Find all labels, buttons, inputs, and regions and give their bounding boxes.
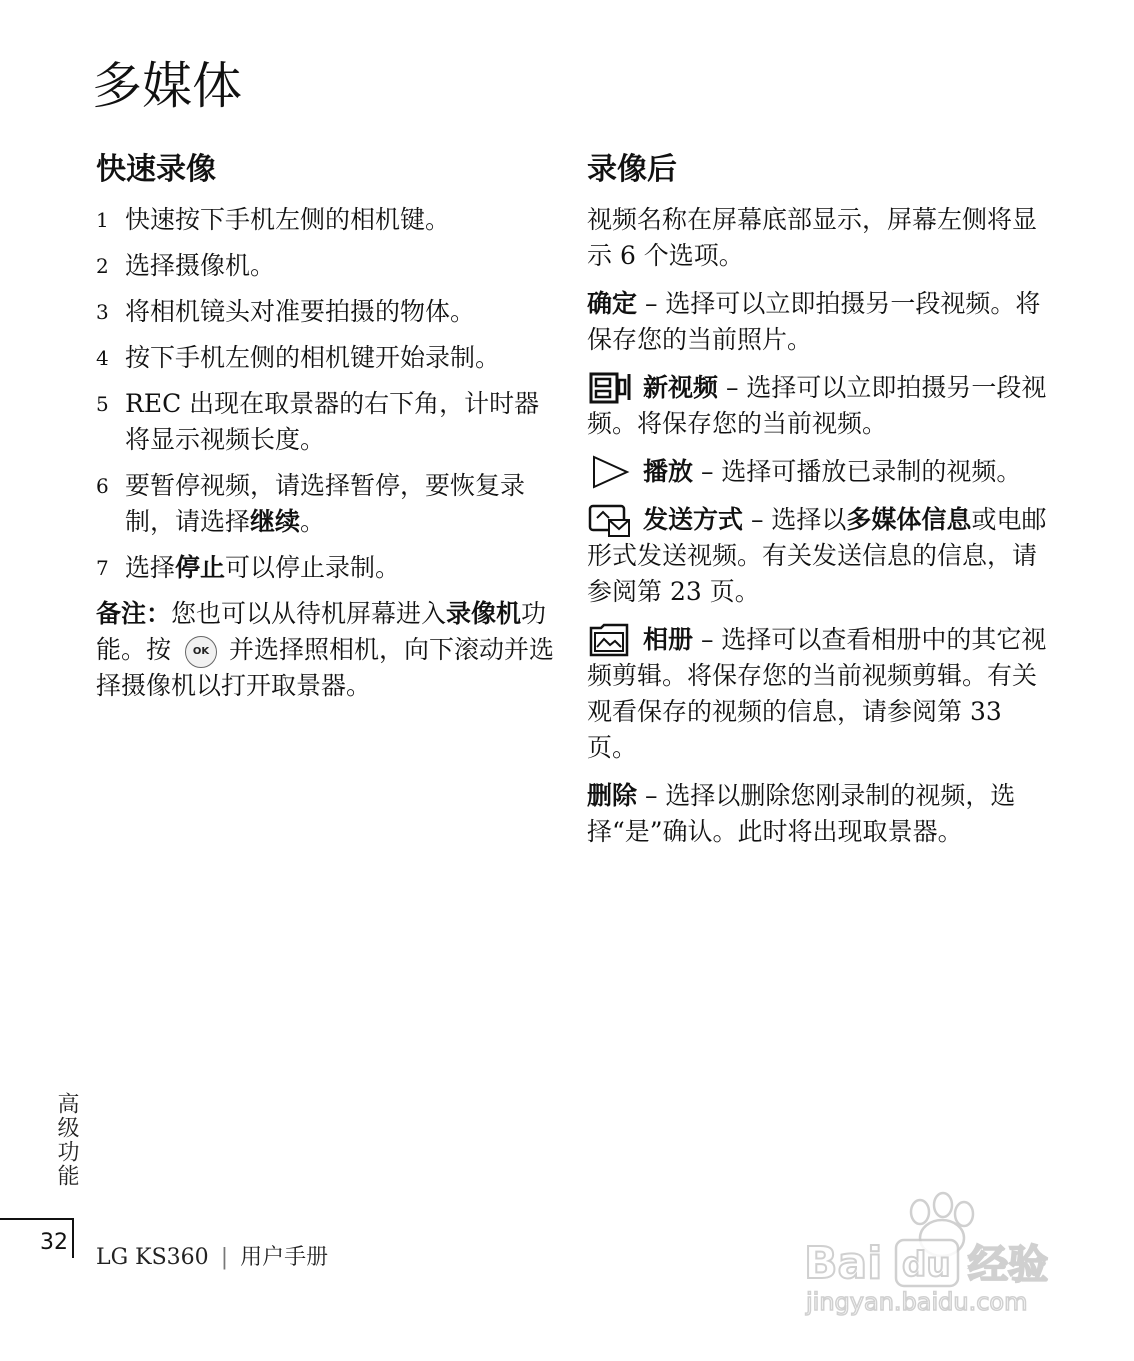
option-desc: – 选择以 [743, 505, 847, 534]
option-label: 确定 [587, 289, 638, 318]
page-title: 多媒体 [92, 57, 242, 115]
after-record-intro: 视频名称在屏幕底部显示，屏幕左侧将显示 6 个选项。 [587, 205, 1038, 270]
option-desc: 或电邮形式发送视频。有关发送信息的信息，请参阅第 23 页。 [587, 505, 1047, 606]
step-number: 3 [96, 300, 109, 324]
option-desc: – 选择以删除您刚录制的视频，选择“是”确认。此时将出现取景器。 [587, 781, 1016, 846]
ok-key-icon: OK [185, 636, 217, 668]
after-record-section [587, 148, 1047, 862]
step-number: 5 [96, 392, 109, 416]
svg-text:du: du [902, 1245, 951, 1285]
step-number: 4 [96, 346, 109, 370]
step-number: 7 [96, 556, 109, 580]
quick-record-steps [96, 202, 556, 586]
footer-separator: | [220, 1245, 229, 1270]
step-item [96, 340, 556, 376]
step-bold-term: 停止 [175, 553, 226, 582]
play-icon [587, 454, 633, 490]
option-confirm [587, 286, 1047, 358]
note-text: 功能。按 [96, 599, 547, 664]
page-number: 32 [40, 1230, 68, 1255]
option-album [587, 622, 1047, 766]
footer-rule [0, 1218, 72, 1220]
step-item [96, 468, 556, 540]
step-text-end: 可以停止录制。 [225, 553, 401, 582]
step-text: REC 出现在取景器的右下角，计时器将显示视频长度。 [125, 389, 540, 454]
step-number: 1 [96, 208, 109, 232]
footer-divider [72, 1218, 74, 1258]
note-bold-term: 录像机 [446, 599, 522, 628]
option-desc: – 选择可播放已录制的视频。 [693, 457, 1022, 486]
footer-manual: 用户手册 [240, 1245, 329, 1270]
step-bold-term: 继续 [250, 507, 301, 536]
svg-text:经验: 经验 [968, 1242, 1048, 1288]
step-text: 快速按下手机左侧的相机键。 [125, 205, 451, 234]
after-record-heading: 录像后 [587, 152, 677, 187]
step-text: 按下手机左侧的相机键开始录制。 [125, 343, 501, 372]
side-section-label: 高级功能 [54, 1092, 79, 1188]
step-number: 6 [96, 474, 109, 498]
step-item [96, 550, 556, 586]
footer-model: LG KS360 [96, 1245, 209, 1270]
quick-record-heading: 快速录像 [96, 152, 216, 187]
footer [96, 1240, 328, 1271]
option-delete [587, 778, 1047, 850]
note-paragraph [96, 596, 556, 704]
step-text: 选择摄像机。 [125, 251, 276, 280]
option-label: 发送方式 [643, 505, 744, 534]
step-item [96, 294, 556, 330]
option-label: 删除 [587, 781, 638, 810]
option-label: 新视频 [643, 373, 719, 402]
step-text: 要暂停视频，请选择暂停，要恢复录制，请选择 [125, 471, 526, 536]
send-icon [587, 502, 633, 538]
baidu-jingyan-watermark [800, 1190, 1070, 1320]
step-item [96, 386, 556, 458]
option-desc: – 选择可以立即拍摄另一段视频。将保存您的当前照片。 [587, 289, 1041, 354]
step-text: 选择 [125, 553, 176, 582]
option-bold-term: 多媒体信息 [846, 505, 972, 534]
note-text: 并选择照相机，向下滚动并选择摄像机以打开取景器。 [96, 635, 555, 700]
option-play [587, 454, 1047, 490]
note-label: 备注： [96, 599, 172, 628]
step-item [96, 248, 556, 284]
note-text: 您也可以从待机屏幕进入 [171, 599, 447, 628]
option-desc: – 选择可以立即拍摄另一段视频。将保存您的当前视频。 [587, 373, 1047, 438]
option-new-video [587, 370, 1047, 442]
album-icon [587, 622, 633, 658]
step-text-end: 。 [300, 507, 326, 536]
option-desc: – 选择可以查看相册中的其它视频剪辑。将保存您的当前视频剪辑。有关观看保存的视频的信息，请参阅第 33 页。 [587, 625, 1047, 762]
new-video-icon [587, 370, 633, 406]
option-label: 播放 [643, 457, 694, 486]
quick-record-section [96, 148, 556, 716]
step-number: 2 [96, 254, 109, 278]
svg-text:Bai: Bai [804, 1238, 883, 1289]
option-send [587, 502, 1047, 610]
option-label: 相册 [643, 625, 694, 654]
svg-text:jingyan.baidu.com: jingyan.baidu.com [806, 1288, 1028, 1316]
step-item [96, 202, 556, 238]
step-text: 将相机镜头对准要拍摄的物体。 [125, 297, 476, 326]
